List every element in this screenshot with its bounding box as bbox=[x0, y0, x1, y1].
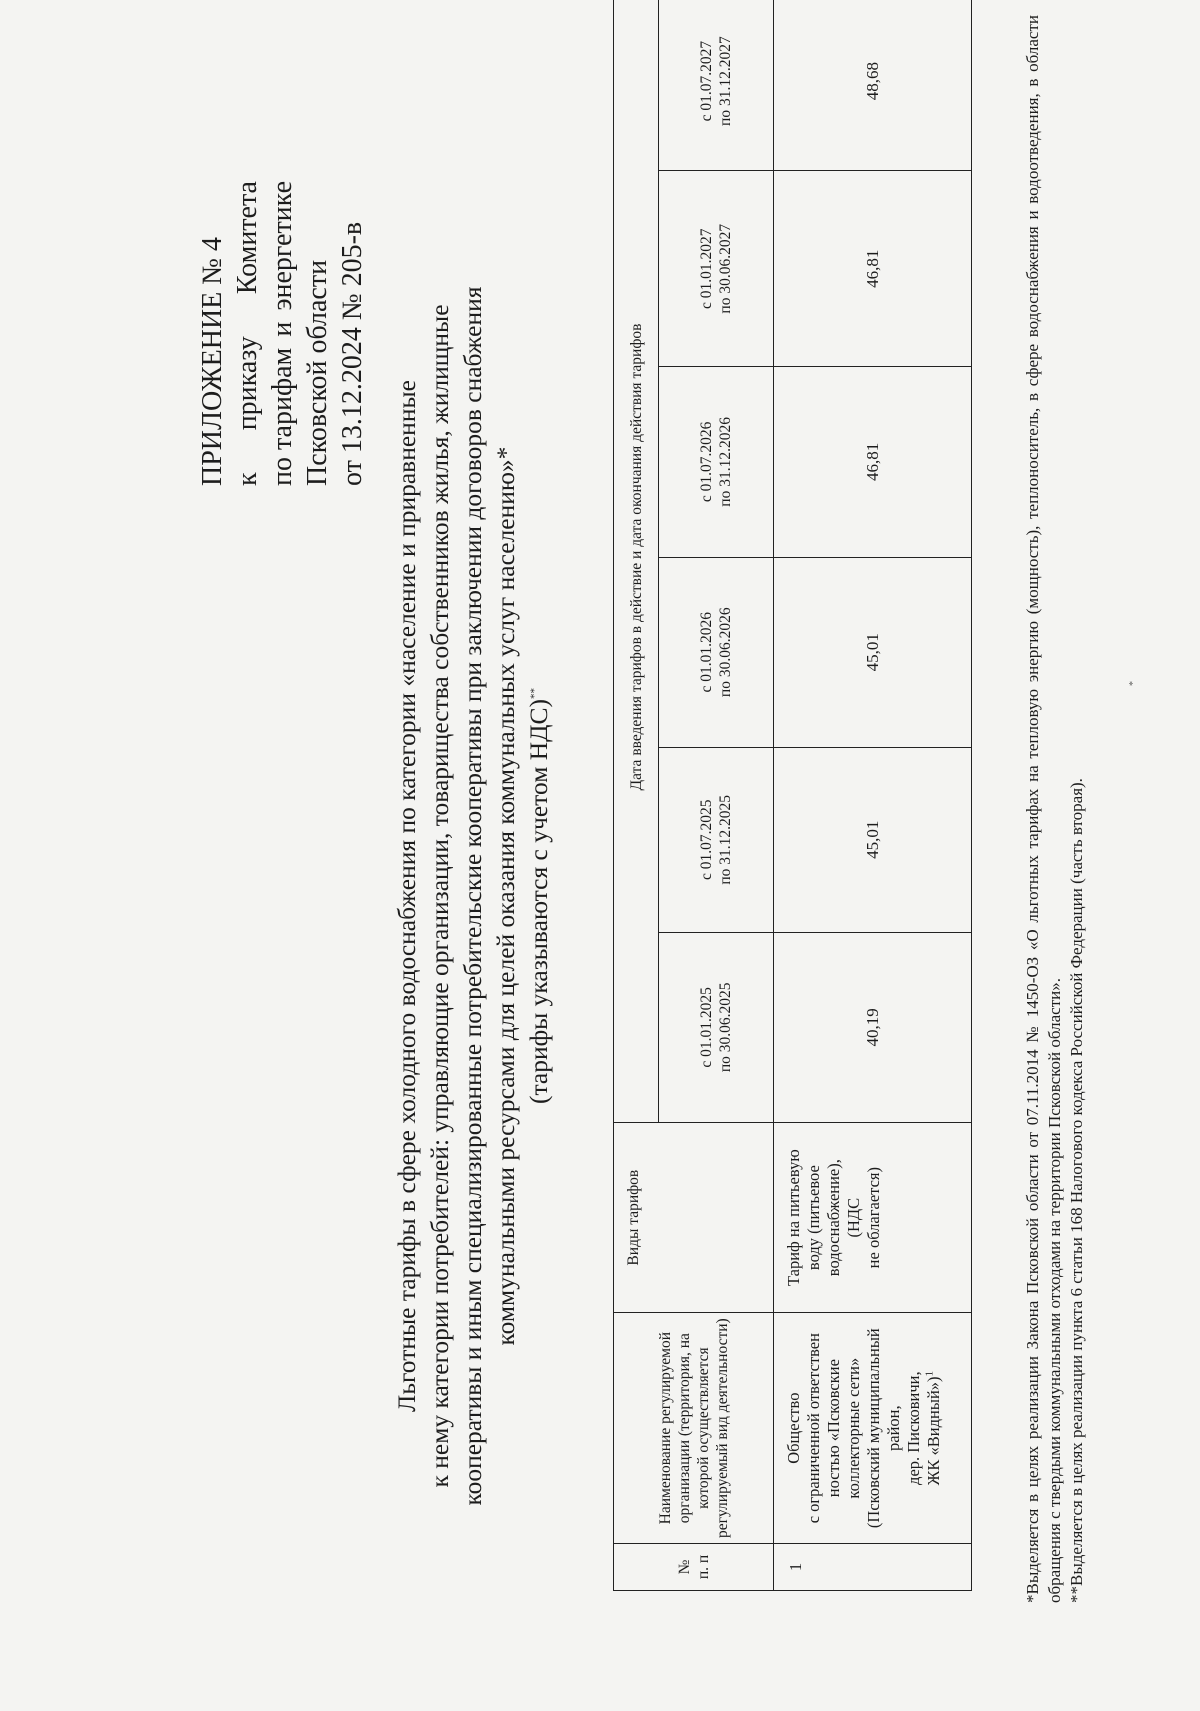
appendix-header bbox=[195, 181, 370, 486]
header-org: Наименование регулируемой организации (территория, на которой осуществляется регулируемый вид деятельности) bbox=[614, 1313, 774, 1544]
header-num: № п. п bbox=[614, 1543, 774, 1590]
row-org: Общество с ограниченной ответствен ностью «Псковские коллекторные сети» (Псковский муниципальный район, дер. Писковичи, ЖК «Видный») bbox=[784, 1328, 943, 1529]
appendix-line-5: от 13.12.2024 № 205-в bbox=[337, 221, 368, 486]
table-row bbox=[774, 0, 972, 1591]
table-header-row bbox=[614, 0, 659, 1591]
tariff-value: 40,19 bbox=[774, 932, 972, 1122]
title-line: к нему категории потребителей: управляющие организации, товарищества собственников жилья, жилищные bbox=[425, 304, 454, 1488]
footnote-1: *Выделяется в целях реализации Закона Псковской области от 07.11.2014 № 1450-ОЗ «О льготных тарифах на тепловую энергию (мощность), теплоноситель, в сфере водоснабжения и водоотведения, в области обращения с твердыми коммунальными отходами на территории Псковской области». bbox=[1023, 15, 1064, 1603]
title-line: (тарифы указываются с учетом НДС) bbox=[524, 698, 553, 1105]
tariff-value: 46,81 bbox=[774, 367, 972, 557]
appendix-title: ПРИЛОЖЕНИЕ № 4 bbox=[197, 237, 228, 486]
footnote-2: **Выделяется в целях реализации пункта 6 статьи 168 Налогового кодекса Российской Федерации (часть вторая). bbox=[1067, 778, 1086, 1603]
footnotes bbox=[1022, 15, 1088, 1603]
appendix-line-3 bbox=[265, 181, 300, 486]
tariff-value: 46,81 bbox=[774, 171, 972, 367]
org-footnote-mark: 1 bbox=[923, 1370, 936, 1377]
period-cell: с 01.01.2026 по 30.06.2026 bbox=[659, 557, 774, 747]
title-line: коммунальными ресурсами для целей оказания коммунальных услуг населению»* bbox=[491, 446, 520, 1346]
tariff-value: 45,01 bbox=[774, 747, 972, 932]
period-cell: с 01.07.2027 по 31.12.2027 bbox=[659, 0, 774, 171]
header-kind: Виды тарифов bbox=[614, 1122, 774, 1312]
tariff-table bbox=[613, 0, 972, 1591]
title-line: кооперативы и иным специализированные потребительские кооперативы при заключении договоров снабжения bbox=[458, 286, 487, 1506]
title-footnote-mark: ** bbox=[528, 687, 541, 699]
tariff-value: 48,68 bbox=[774, 0, 972, 171]
appendix-word: энергетике bbox=[267, 181, 298, 311]
appendix-word: к bbox=[232, 472, 263, 486]
document-title bbox=[390, 231, 555, 1561]
period-cell: с 01.07.2026 по 31.12.2026 bbox=[659, 367, 774, 557]
period-cell: с 01.01.2025 по 30.06.2025 bbox=[659, 932, 774, 1122]
title-line: Льготные тарифы в сфере холодного водоснабжения по категории «население и приравненные bbox=[392, 380, 421, 1412]
row-kind: Тариф на питьевую воду (питьевое водоснабжение), (НДС не облагается) bbox=[774, 1122, 972, 1312]
row-org-cell bbox=[774, 1313, 972, 1544]
tariff-value: 45,01 bbox=[774, 557, 972, 747]
period-cell: с 01.01.2027 по 30.06.2027 bbox=[659, 171, 774, 367]
appendix-line-2 bbox=[230, 181, 265, 486]
period-cell: с 01.07.2025 по 31.12.2025 bbox=[659, 747, 774, 932]
title-line-last bbox=[522, 231, 555, 1561]
appendix-word: Комитета bbox=[232, 181, 263, 295]
appendix-word: и bbox=[267, 321, 298, 337]
row-num: 1 bbox=[774, 1543, 972, 1590]
appendix-line-4: Псковской области bbox=[302, 259, 333, 486]
appendix-word: по тарифам bbox=[267, 347, 298, 486]
stray-mark: * bbox=[1128, 681, 1139, 686]
appendix-word: приказу bbox=[232, 336, 263, 431]
header-dates: Дата введения тарифов в действие и дата окончания действия тарифов bbox=[614, 0, 659, 1122]
